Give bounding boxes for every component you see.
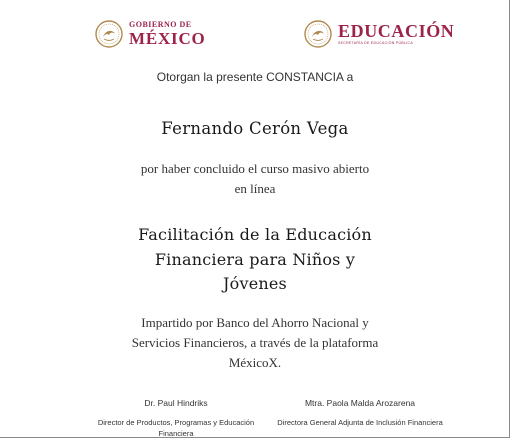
- signatory-name: Dr. Paul Hindriks: [144, 398, 208, 408]
- educacion-logo: [304, 20, 454, 48]
- eagle-seal-icon: [95, 20, 123, 48]
- signatory-2: [275, 398, 445, 428]
- intro-text: Otorgan la presente CONSTANCIA a: [156, 70, 354, 84]
- signatory-name: Mtra. Paola Malda Arozarena: [304, 398, 416, 408]
- signatory-role: Director de Productos, Programas y Educación Financiera: [97, 418, 255, 438]
- completion-reason: por haber concluido el curso masivo abierto en línea: [140, 161, 370, 196]
- signatory-role: Directora General Adjunta de Inclusión Financiera: [277, 418, 443, 427]
- mexico-text: MÉXICO: [129, 29, 206, 48]
- sep-subtitle: SECRETARÍA DE EDUCACIÓN PÚBLICA: [338, 41, 413, 46]
- gobierno-de-text: GOBIERNO DE: [129, 20, 192, 29]
- gobierno-de-mexico-logo: [95, 20, 206, 48]
- eagle-seal-icon: [304, 20, 332, 48]
- recipient-name: Fernando Cerón Vega: [161, 119, 349, 138]
- course-title: Facilitación de la Educación Financiera para Niños y Jóvenes: [138, 225, 372, 293]
- educacion-text: EDUCACIÓN: [338, 21, 455, 42]
- provider-text: Impartido por Banco del Ahorro Nacional y Servicios Financieros, a través de la plataforma MéxicoX.: [131, 315, 379, 370]
- signatory-1: [91, 398, 261, 439]
